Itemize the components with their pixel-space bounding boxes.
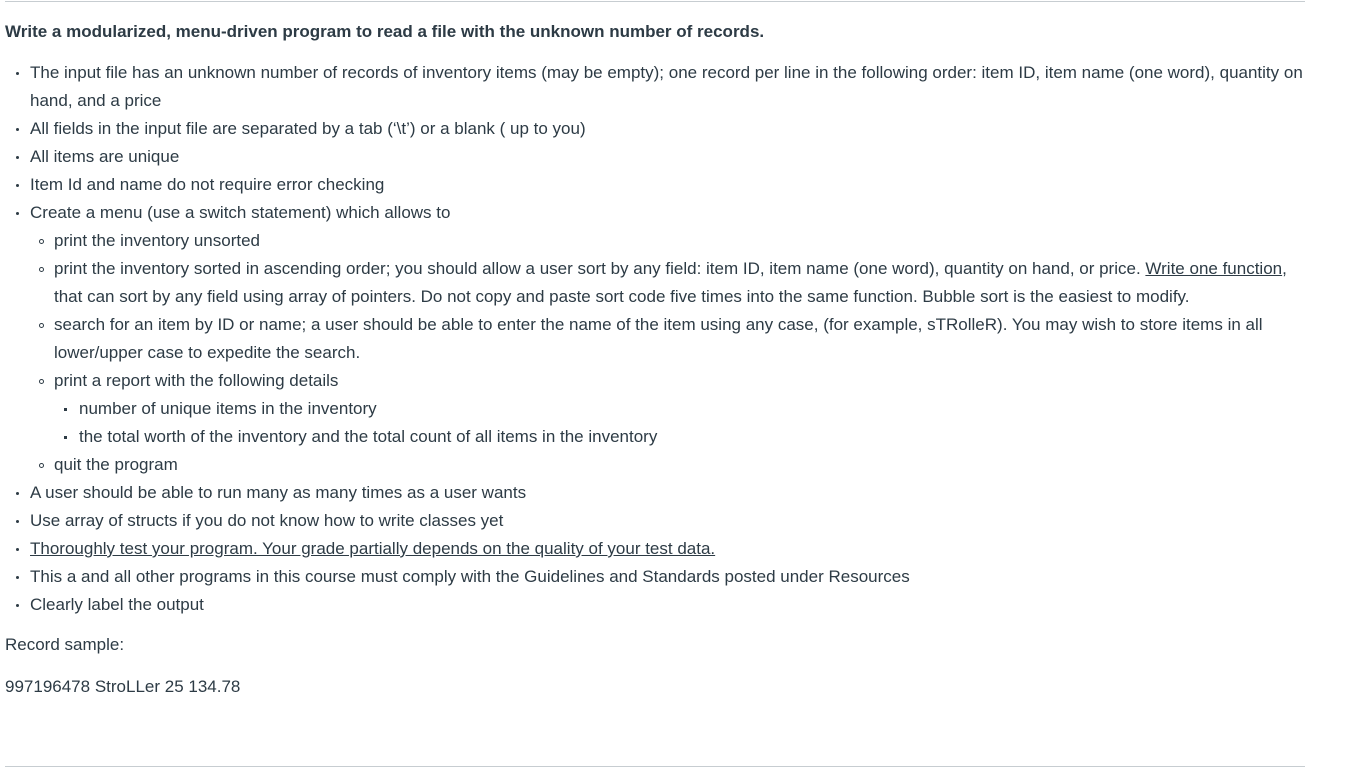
list-item: All items are unique <box>5 143 1305 171</box>
list-item: The input file has an unknown number of records of inventory items (may be empty); one record per line in the following order: item ID, item name (one word), quantity on hand, and a price <box>5 59 1305 115</box>
list-item: Use array of structs if you do not know how to write classes yet <box>5 507 1305 535</box>
report-details-list <box>54 395 1305 451</box>
list-item: All fields in the input file are separated by a tab (‘\t’) or a blank ( up to you) <box>5 115 1305 143</box>
list-item: Clearly label the output <box>5 591 1305 619</box>
assignment-heading: Write a modularized, menu-driven program to read a file with the unknown number of records. <box>5 22 765 41</box>
menu-option: search for an item by ID or name; a user should be able to enter the name of the item using any case, (for example, sTRolleR). You may wish to store items in all lower/upper case to expedite the search. <box>30 311 1305 367</box>
top-divider <box>5 1 1305 2</box>
record-sample: 997196478 StroLLer 25 134.78 <box>5 677 241 696</box>
menu-option-text: , that can sort by any field using array of pointers. Do not copy and paste sort code five times into the same function. Bubble sort is the easiest to modify. <box>54 259 1287 306</box>
list-item: Item Id and name do not require error checking <box>5 171 1305 199</box>
report-detail: number of unique items in the inventory <box>54 395 1305 423</box>
report-detail: the total worth of the inventory and the total count of all items in the inventory <box>54 423 1305 451</box>
menu-option: quit the program <box>30 451 1305 479</box>
list-item <box>5 535 1305 563</box>
menu-intro: Create a menu (use a switch statement) which allows to <box>30 203 451 222</box>
requirements-list <box>5 59 1305 619</box>
underlined-text: Write one function <box>1145 259 1283 278</box>
assignment-content <box>5 19 1305 701</box>
list-item <box>5 199 1305 479</box>
record-sample-label: Record sample: <box>5 635 125 654</box>
menu-option <box>30 367 1305 451</box>
bottom-divider <box>5 766 1305 767</box>
underlined-text: Thoroughly test your program. Your grade partially depends on the quality of your test data. <box>30 539 716 558</box>
menu-option-text: print the inventory sorted in ascending order; you should allow a user sort by any field: item ID, item name (one word), quantity on hand, or price. <box>54 259 1146 278</box>
list-item: This a and all other programs in this course must comply with the Guidelines and Standards posted under Resources <box>5 563 1305 591</box>
menu-options-list <box>30 227 1305 479</box>
list-item: A user should be able to run many as many times as a user wants <box>5 479 1305 507</box>
menu-option <box>30 255 1305 311</box>
menu-option: print the inventory unsorted <box>30 227 1305 255</box>
menu-option-text: print a report with the following details <box>54 371 339 390</box>
